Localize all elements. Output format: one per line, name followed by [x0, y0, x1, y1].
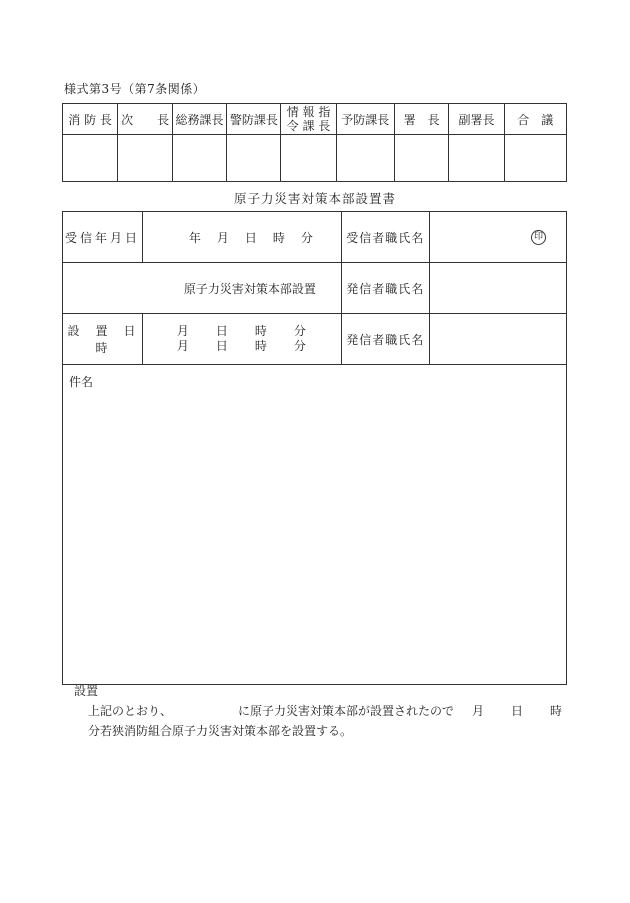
- sender-name-label-2: 発信者職氏名: [341, 314, 429, 365]
- subject-field[interactable]: [63, 365, 567, 685]
- notes-line-2: 分若狭消防組合原子力災害対策本部を設置する。: [88, 724, 353, 738]
- approval-header-consultation: 合 議: [504, 104, 566, 135]
- stamp-box[interactable]: [227, 135, 281, 182]
- receiver-name-label: 受信者職氏名: [341, 212, 429, 263]
- stamp-box[interactable]: [172, 135, 226, 182]
- setup-row: [63, 314, 567, 365]
- approval-table: [62, 103, 567, 182]
- subject-label: 件名: [69, 375, 94, 389]
- approval-header-chief: 消 防 長: [63, 104, 118, 135]
- main-form-table: [62, 211, 567, 685]
- received-row: [63, 212, 567, 263]
- notes-heading: 設置: [74, 684, 99, 698]
- establishment-row: [63, 263, 567, 314]
- approval-header-line: 情 報 指: [286, 105, 331, 119]
- subject-row: [63, 365, 567, 685]
- stamp-box[interactable]: [504, 135, 566, 182]
- approval-header-line: 令 課 長: [286, 119, 331, 133]
- approval-header-station-chief: 署 長: [394, 104, 448, 135]
- approval-header-deputy-station: 副署長: [449, 104, 504, 135]
- approval-header-info-command-label: [287, 105, 331, 133]
- approval-header-info-command: [281, 104, 336, 135]
- setup-datetime-line: 月 日 時 分: [176, 324, 307, 338]
- stamp-box[interactable]: [118, 135, 173, 182]
- stamp-box[interactable]: [449, 135, 504, 182]
- notes-section: [74, 681, 563, 741]
- setup-datetime-value[interactable]: [143, 314, 342, 365]
- notes-text-a: 上記のとおり、: [88, 704, 173, 718]
- stamp-box[interactable]: [336, 135, 394, 182]
- stamp-box[interactable]: [281, 135, 336, 182]
- seal-mark: 印: [531, 230, 546, 245]
- received-date-value[interactable]: 年 月 日 時 分: [143, 212, 342, 263]
- notes-text-c: 月 日 時: [472, 704, 564, 718]
- notes-text-b: に原子力災害対策本部が設置されたので: [238, 704, 455, 718]
- document-title: 原子力災害対策本部設置書: [233, 191, 396, 206]
- approval-header-prevention: 予防課長: [336, 104, 394, 135]
- sender-name-label: 発信者職氏名: [341, 263, 429, 314]
- approval-header-deputy: 次 長: [118, 104, 173, 135]
- form-number: 様式第3号（第7条関係）: [64, 82, 206, 96]
- establishment-label: 原子力災害対策本部設置: [63, 263, 342, 314]
- notes-line-1: [74, 701, 563, 721]
- approval-header-row: [63, 104, 567, 135]
- receiver-name-field[interactable]: [429, 212, 566, 263]
- approval-header-fire-defense: 警防課長: [227, 104, 281, 135]
- approval-stamp-row: [63, 135, 567, 182]
- sender-name-field-2[interactable]: [429, 314, 566, 365]
- sender-name-field[interactable]: [429, 263, 566, 314]
- stamp-box[interactable]: [394, 135, 448, 182]
- setup-datetime-label: 設 置 日 時: [63, 314, 143, 365]
- stamp-box[interactable]: [63, 135, 118, 182]
- setup-datetime-line: 月 日 時 分: [176, 339, 307, 353]
- received-date-label: 受信年月日: [63, 212, 143, 263]
- approval-header-general-affairs: 総務課長: [172, 104, 226, 135]
